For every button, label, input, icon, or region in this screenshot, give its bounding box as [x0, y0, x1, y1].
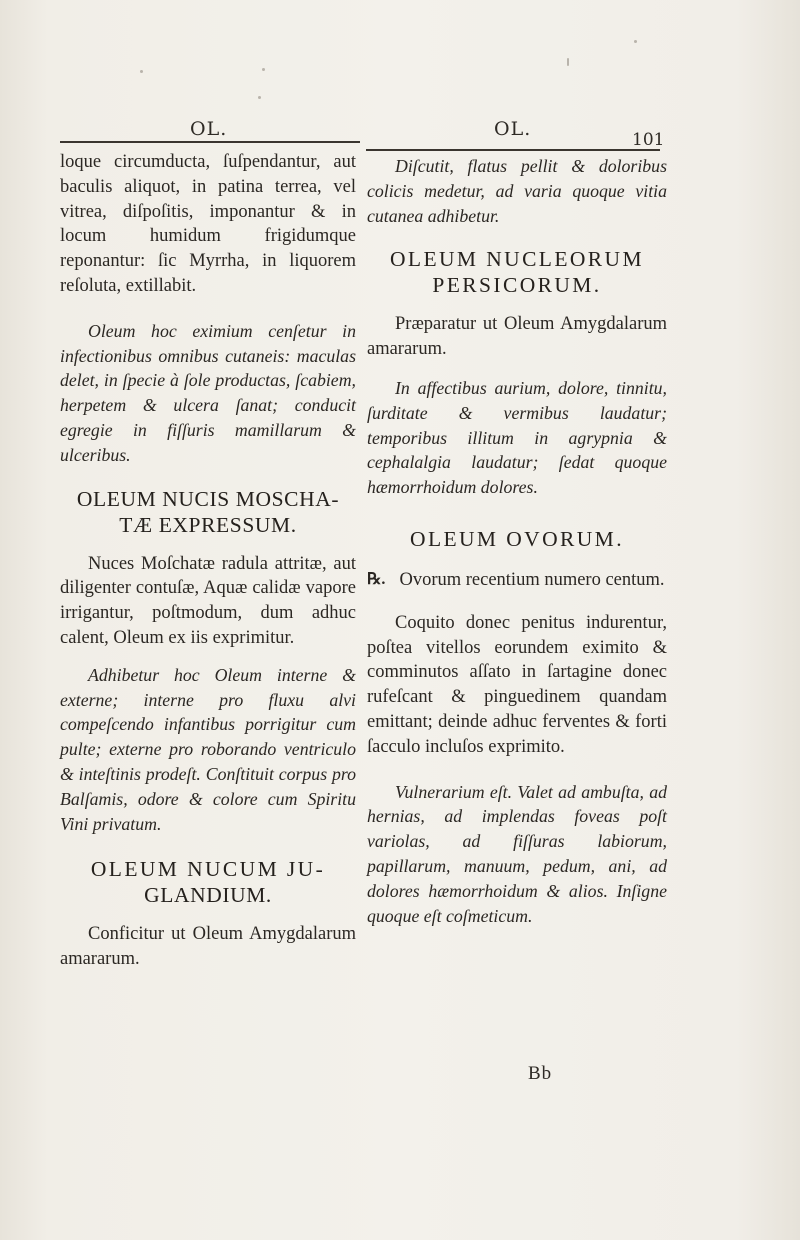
section-heading-walnut — [60, 856, 356, 908]
running-head-right: OL. — [494, 118, 532, 140]
usage-text-continued: Diſcutit, flatus pellit & doloribus colicis medetur, ad varia quoque vitia cutanea adhibetur. — [367, 156, 667, 226]
usage-text-nutmeg: Adhibetur hoc Oleum interne & externe; interne pro fluxu alvi compeſcendo infantibus porrigitur cum pulte; externe pro roborando ventriculo & inteſtinis prodeſt. Conſtituit corpus pro Balſamis, odore & colore cum Spiritu Vini privatum. — [60, 664, 356, 834]
paper-speck — [140, 70, 143, 73]
recipe-text-myrrh: loque circumducta, ſuſpendantur, aut baculis aliquot, in patina terrea, vel vitrea, diſpoſitis, imponantur & in locum humidum frigidumque reponantur: ſic Myrrha, in liquorem reſoluta, extillabit. — [60, 152, 356, 296]
header-rule-left — [60, 141, 360, 143]
left-column — [60, 150, 356, 972]
heading-line: OLEUM NUCIS MOSCHA- — [76, 486, 340, 511]
signature-mark: Bb — [528, 1063, 553, 1084]
section-heading-nutmeg — [60, 486, 356, 538]
heading-line: OLEUM OVORUM. — [410, 526, 624, 551]
page-number: 101 — [632, 130, 665, 150]
paper-speck — [634, 40, 637, 43]
right-column — [367, 150, 667, 928]
heading-line: TÆ EXPRESSUM. — [119, 512, 297, 537]
method-text-eggs: Coquito donec penitus indurentur, poſtea vitellos eorundem eximito & comminutos aſſato in ſartagine donec rufeſcant & pinguedinem quandam emittant; deinde adhuc ferventes & forti ſacculo incluſos exprimito. — [367, 612, 667, 757]
recipe-text-walnut: Conficitur ut Oleum Amygdalarum amararum. — [60, 924, 356, 970]
section-heading-peach-kernels — [367, 246, 667, 298]
paper-speck — [262, 68, 265, 71]
prescription-text: Ovorum recentium numero centum. — [399, 569, 665, 590]
running-head-left: OL. — [190, 118, 228, 140]
heading-line: PERSICORUM. — [432, 273, 602, 298]
paper-speck — [258, 96, 261, 99]
usage-text-peach-kernels: In affectibus aurium, dolore, tinnitu, ſurditate & vermibus laudatur; temporibus illitum in agrypnia & cephalalgia laudatur; ſedat quoque hæmorrhoidum dolores. — [367, 377, 667, 498]
usage-text-eggs: Vulnerarium eſt. Valet ad ambuſta, ad hernias, ad implendas foveas poſt variolas, ad fiſſuras labiorum, papillarum, manuum, pedum, ani, ad dolores hæmorrhoidum & alios. Inſigne quoque eſt coſmeticum. — [367, 781, 667, 926]
heading-line: OLEUM NUCUM JU- — [90, 857, 326, 882]
recipe-text-peach-kernels: Præparatur ut Oleum Amygdalarum amararum. — [367, 314, 667, 360]
recipe-text-nutmeg: Nuces Moſchatæ radula attritæ, aut diligenter contuſæ, Aquæ calidæ vapore irrigantur, poſtmodum, dum adhuc calent, Oleum ex iis exprimitur. — [60, 553, 356, 648]
section-heading-eggs — [367, 526, 667, 552]
heading-line: OLEUM NUCLEORUM — [390, 247, 644, 272]
usage-text-myrrh: Oleum hoc eximium cenſetur in infectionibus omnibus cutaneis: maculas delet, in ſpecie à ſole productas, ſcabiem, herpetem & ulcera ſanat; conducit egregie in fiſſuris mamillarum & ulceribus. — [60, 320, 356, 465]
heading-line: GLANDIUM. — [144, 883, 272, 908]
prescription-line — [367, 568, 667, 593]
paper-speck — [567, 58, 569, 66]
recipe-symbol: ℞. — [367, 570, 386, 588]
